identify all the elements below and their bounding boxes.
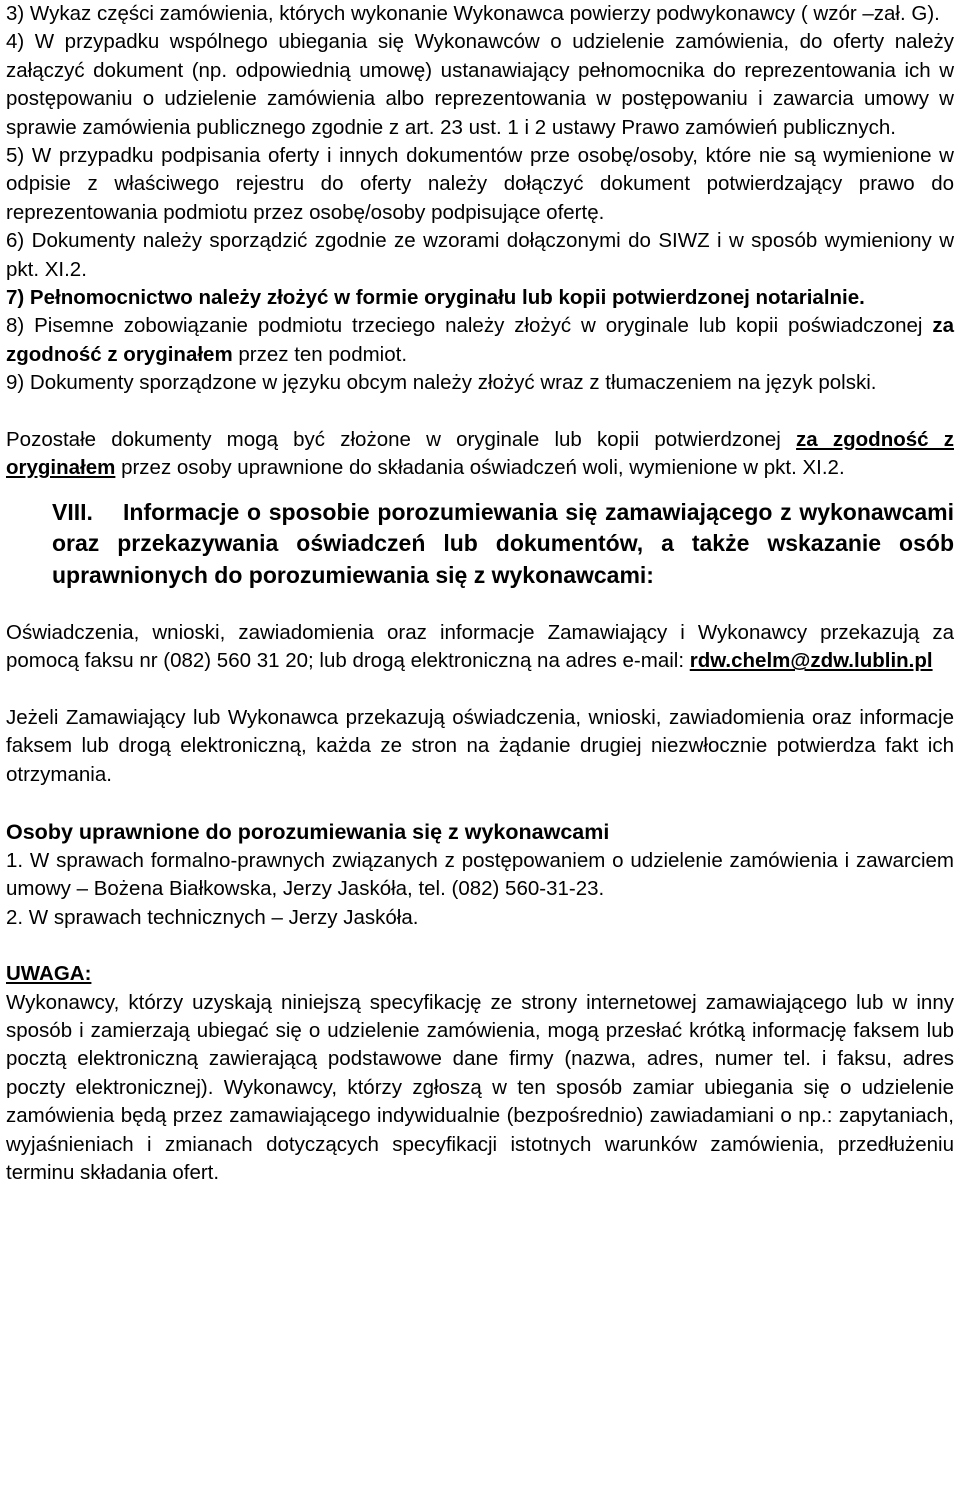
list-item-9: 9) Dokumenty sporządzone w języku obcym należy złożyć wraz z tłumaczeniem na język polski. xyxy=(6,371,877,395)
spacer xyxy=(6,483,954,491)
other-documents-emphasis: za zgodność z oryginałem xyxy=(6,427,954,480)
list-item-8 xyxy=(6,312,954,369)
communication-paragraph xyxy=(6,619,954,676)
contact-item-1: 1. W sprawach formalno-prawnych związanych z postępowaniem o udzielenie zamówienia i zawarciem umowy – Bożena Białkowska, Jerzy Jaskóła, tel. (082) 560-31-23. xyxy=(6,849,954,901)
contacts-heading: Osoby uprawnione do porozumiewania się z wykonawcami xyxy=(6,820,610,845)
spacer xyxy=(6,676,954,704)
list-item-5: 5) W przypadku podpisania oferty i innych dokumentów prze osobę/osoby, które nie są wymienione w odpisie z właściwego rejestru do oferty należy dołączyć dokument potwierdzający prawo do reprezentowania podmiotu przez osobę/osoby podpisujące ofertę. xyxy=(6,144,954,224)
list-item-8-emphasis: za zgodność z oryginałem xyxy=(6,314,954,366)
list-item-4: 4) W przypadku wspólnego ubiegania się Wykonawców o udzielenie zamówienia, do oferty należy załączyć dokument (np. odpowiednią umowę) ustanawiający pełnomocnika do reprezentowania ich w postępowaniu o udzielenie zamówienia albo reprezentowania w postępowaniu i zawarcia umowy w sprawie zamówienia publicznego zgodnie z art. 23 ust. 1 i 2 ustawy Prawo zamówień publicznych. xyxy=(6,30,954,139)
email-link[interactable]: rdw.chelm@zdw.lublin.pl xyxy=(689,649,933,673)
section-heading: VIII. Informacje o sposobie porozumiewania się zamawiającego z wykonawcami oraz przekazywania oświadczeń lub dokumentów, a także wskazanie osób uprawnionych do porozumiewania się z wykonawcami: xyxy=(6,497,954,592)
spacer xyxy=(6,789,954,817)
list-item-8-tail: przez ten podmiot. xyxy=(232,342,408,366)
other-documents-tail: przez osoby uprawnione do składania oświadczeń woli, wymienione w pkt. XI.2. xyxy=(115,456,845,480)
list-item-8-text: 8) Pisemne zobowiązanie podmiotu trzeciego należy złożyć w oryginale lub kopii poświadczonej xyxy=(6,314,933,338)
spacer xyxy=(6,932,954,960)
notice-heading: UWAGA: xyxy=(6,962,92,986)
notice-text: Wykonawcy, którzy uzyskają niniejszą specyfikację ze strony internetowej zamawiającego lub w inny sposób i zamierzają ubiegać się o udzielenie zamówienia, mogą przesłać krótką informację faksem lub pocztą elektroniczną zawierającą podstawowe dane firmy (nazwa, adres, numer tel. i faksu, adres poczty elektronicznej). Wykonawcy, którzy zgłoszą w ten sposób zamiar ubiegania się o udzielenie zamówienia będą przez zamawiającego indywidualnie (bezpośrednio) zawiadamiani o np.: zapytaniach, wyjaśnieniach i zmianach dotyczących specyfikacji istotnych warunków zamówienia, przedłużeniu terminu składania ofert. xyxy=(6,990,954,1185)
confirmation-paragraph: Jeżeli Zamawiający lub Wykonawca przekazują oświadczenia, wnioski, zawiadomienia oraz informacje faksem lub drogą elektroniczną, każda ze stron na żądanie drugiej niezwłocznie potwierdza fakt ich otrzymania. xyxy=(6,705,954,786)
other-documents-text: Pozostałe dokumenty mogą być złożone w oryginale lub kopii potwierdzonej xyxy=(6,427,797,451)
other-documents-paragraph xyxy=(6,426,954,483)
spacer xyxy=(6,591,954,619)
contact-item-2: 2. W sprawach technicznych – Jerzy Jaskóła. xyxy=(6,905,419,929)
list-item-3: 3) Wykaz części zamówienia, których wykonanie Wykonawca powierzy podwykonawcy ( wzór –zał. G). xyxy=(6,2,940,25)
communication-text: Oświadczenia, wnioski, zawiadomienia oraz informacje Zamawiający i Wykonawcy przekazują za pomocą faksu nr (082) 560 31 20; lub drogą elektroniczną na adres e-mail: xyxy=(6,621,954,673)
section-title: Informacje o sposobie porozumiewania się zamawiającego z wykonawcami oraz przekazywania oświadczeń lub dokumentów, a także wskazanie osób uprawnionych do porozumiewania się z wykonawcami: xyxy=(52,498,954,588)
list-item-6: 6) Dokumenty należy sporządzić zgodnie ze wzorami dołączonymi do SIWZ i w sposób wymieniony w pkt. XI.2. xyxy=(6,229,954,281)
list-item-7: 7) Pełnomocnictwo należy złożyć w formie oryginału lub kopii potwierdzonej notarialnie. xyxy=(6,286,865,310)
spacer xyxy=(6,398,954,426)
